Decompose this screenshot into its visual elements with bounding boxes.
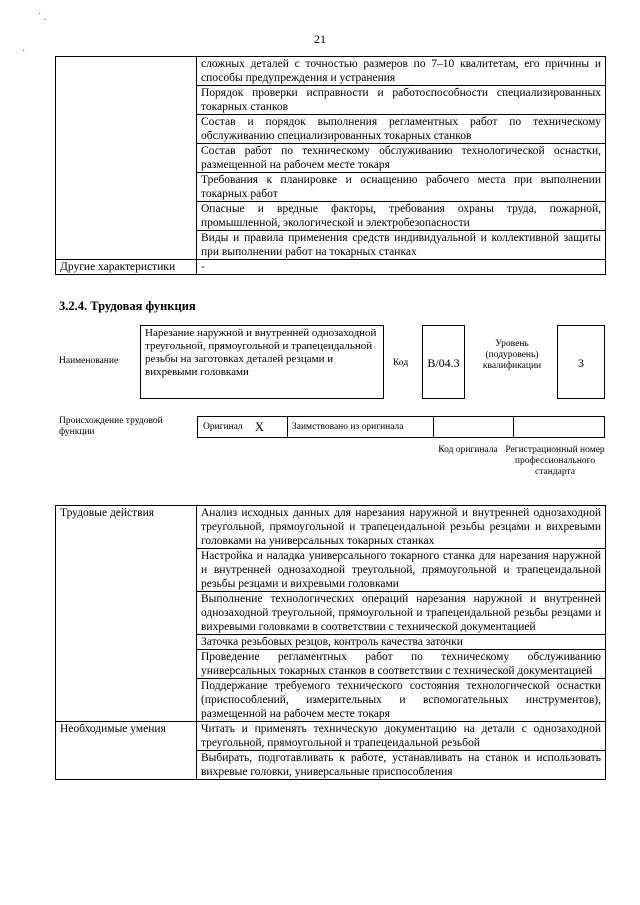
table-cell: Читать и применять техническую документацию на детали с однозаходной треугольной, прямоугольной и трапецеидальной резьбой bbox=[197, 722, 606, 751]
requirements-table-continued bbox=[55, 56, 606, 275]
table-cell: Состав и порядок выполнения регламентных работ по техническому обслуживанию специализированных токарных станков bbox=[197, 115, 606, 144]
origin-label: Происхождение трудовой функции bbox=[59, 416, 163, 437]
qualification-level-box: 3 bbox=[557, 325, 605, 399]
function-name-box: Нарезание наружной и внутренней однозаходной треугольной, прямоугольной и трапецеидальной резьбы на заготовках деталей резцами и вихревыми головками bbox=[140, 325, 384, 399]
level-label: Уровень (подуровень) квалификации bbox=[482, 339, 542, 371]
table-cell: Порядок проверки исправности и работоспособности специализированных токарных станков bbox=[197, 86, 606, 115]
scan-mark: · bbox=[22, 46, 26, 57]
table-cell: Настройка и наладка универсального токарного станка для нарезания наружной и внутренней однозаходной треугольной, прямоугольной и трапецеидальной резьбы резцами и вихревыми головками bbox=[197, 549, 606, 592]
origin-row bbox=[197, 416, 605, 438]
table-cell: Поддержание требуемого технического состояния технологической оснастки (приспособлений, измерительных и вспомогательных инструментов), размещенной на рабочем месте токаря bbox=[197, 679, 606, 722]
section-title: 3.2.4. Трудовая функция bbox=[59, 299, 196, 313]
row-label bbox=[56, 57, 197, 260]
table-row bbox=[56, 260, 606, 275]
table-cell: Заточка резьбовых резцов, контроль качества заточки bbox=[197, 635, 606, 650]
row-label: Трудовые действия bbox=[56, 506, 197, 722]
table-cell: Опасные и вредные факторы, требования охраны труда, пожарной, промышленной, экологической и электробезопасности bbox=[197, 202, 606, 231]
original-mark: X bbox=[254, 419, 264, 434]
name-label: Наименование bbox=[59, 356, 119, 366]
labor-function-table bbox=[55, 505, 606, 780]
table-row bbox=[56, 722, 606, 751]
table-row bbox=[56, 57, 606, 86]
table-cell: - bbox=[197, 260, 606, 275]
table-cell: Анализ исходных данных для нарезания наружной и внутренней однозаходной треугольной, прямоугольной и трапецеидальной резьбы резцами и вихревыми головками на универсальных токарных станках bbox=[197, 506, 606, 549]
table-cell: Выполнение технологических операций нарезания наружной и внутренней однозаходной треугольной, прямоугольной и трапецеидальной резьбы резцами и вихревыми головками в соответствии с технической документацией bbox=[197, 592, 606, 635]
table-cell: Виды и правила применения средств индивидуальной и коллективной защиты при выполнении работ на токарных станках bbox=[197, 231, 606, 260]
table-cell: Требования к планировке и оснащению рабочего места при выполнении токарных работ bbox=[197, 173, 606, 202]
origin-code-cell bbox=[433, 416, 513, 438]
row-label: Необходимые умения bbox=[56, 722, 197, 780]
origin-borrowed-cell: Заимствовано из оригинала bbox=[287, 416, 433, 438]
origin-original-cell bbox=[197, 416, 287, 438]
table-cell: Выбирать, подготавливать к работе, устанавливать на станок и использовать вихревые головки, универсальные приспособления bbox=[197, 751, 606, 780]
reg-number-caption: Регистрационный номер профессионального стандарта bbox=[505, 445, 605, 477]
table-cell: сложных деталей с точностью размеров по 7–10 квалитетам, его причины и способы предупреждения и устранения bbox=[197, 57, 606, 86]
code-caption: Код оригинала bbox=[438, 445, 498, 455]
table-row bbox=[56, 506, 606, 549]
origin-reg-number-cell bbox=[513, 416, 605, 438]
original-label: Оригинал bbox=[203, 421, 243, 432]
table-cell: Состав работ по техническому обслуживанию технологической оснастки, размещенной на рабочем месте токаря bbox=[197, 144, 606, 173]
function-code-box: B/04.3 bbox=[422, 325, 465, 399]
scan-mark: ˙ . bbox=[38, 12, 47, 23]
code-label: Код bbox=[393, 358, 409, 368]
table-cell: Проведение регламентных работ по техническому обслуживанию универсальных токарных станков в соответствии с технической документацией bbox=[197, 650, 606, 679]
page-number: 21 bbox=[314, 32, 326, 46]
row-label: Другие характеристики bbox=[56, 260, 197, 275]
